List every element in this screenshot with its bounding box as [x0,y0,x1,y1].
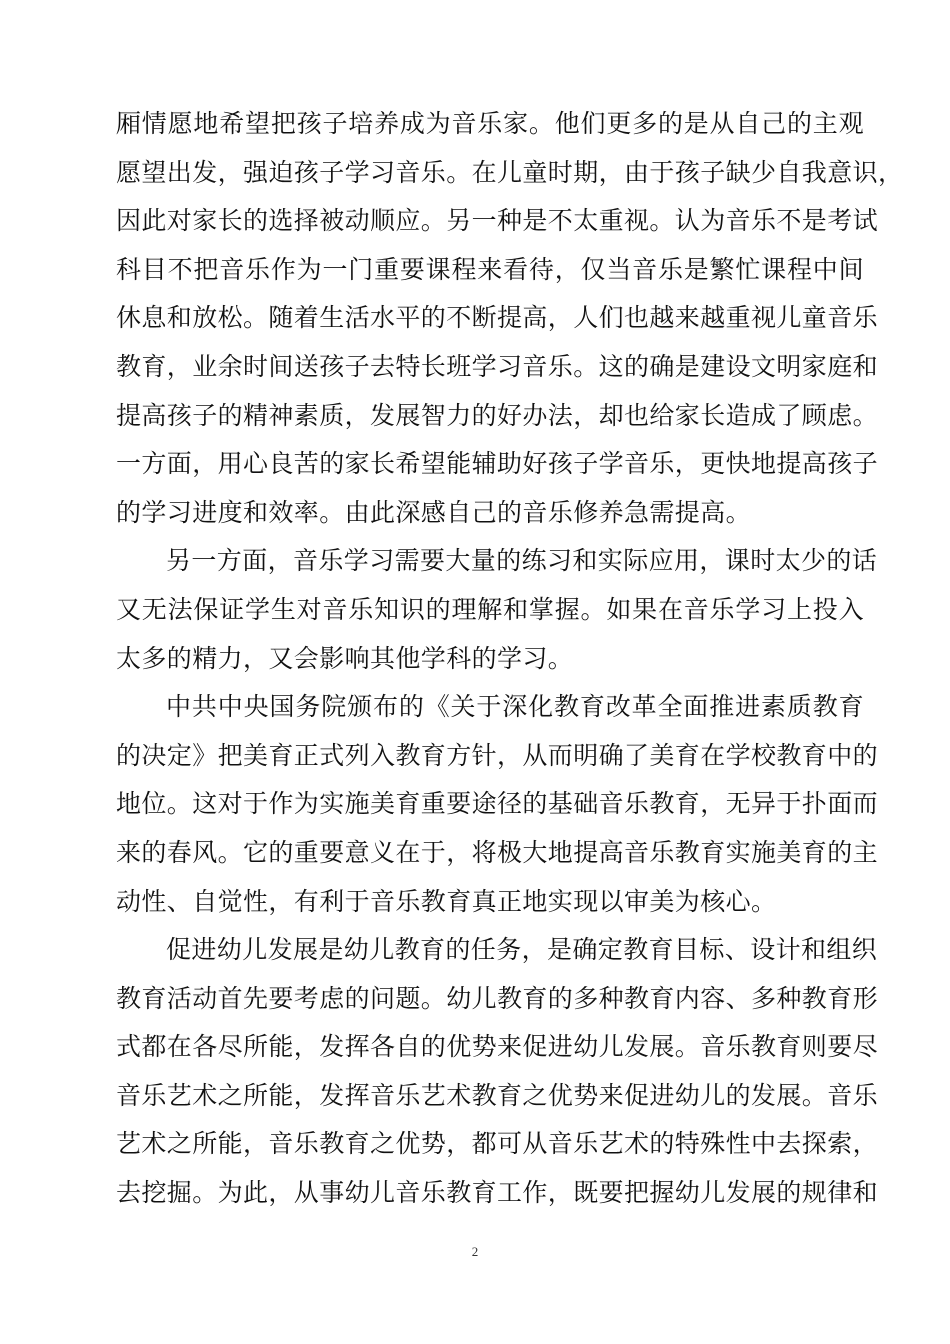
text-line: 中共中央国务院颁布的《关于深化教育改革全面推进素质教育 [166,692,864,722]
text-line: 的决定》把美育正式列入教育方针，从而明确了美育在学校教育中的 [116,740,879,770]
text-line: 教育，业余时间送孩子去特长班学习音乐。这的确是建设文明家庭和 [116,351,879,381]
text-line: 促进幼儿发展是幼儿教育的任务，是确定教育目标、设计和组织 [166,935,878,965]
text-line: 动性、自觉性，有利于音乐教育真正地实现以审美为核心。 [116,886,777,916]
text-line: 来的春风。它的重要意义在于，将极大地提高音乐教育实施美育的主 [116,837,879,867]
paragraph [116,926,879,1218]
paragraph [116,683,879,926]
text-line: 科目不把音乐作为一门重要课程来看待，仅当音乐是繁忙课程中间 [116,254,864,284]
text-line: 太多的精力，又会影响其他学科的学习。 [116,643,574,673]
text-line: 音乐艺术之所能，发挥音乐艺术教育之优势来促进幼儿的发展。音乐 [116,1080,879,1110]
text-line: 去挖掘。为此，从事幼儿音乐教育工作，既要把握幼儿发展的规律和 [116,1178,879,1208]
text-line: 另一方面，音乐学习需要大量的练习和实际应用，课时太少的话 [166,546,878,576]
text-line: 教育活动首先要考虑的问题。幼儿教育的多种教育内容、多种教育形 [116,983,879,1013]
paragraph [116,537,878,683]
text-line: 休息和放松。随着生活水平的不断提高，人们也越来越重视儿童音乐 [116,303,879,333]
text-line: 厢情愿地希望把孩子培养成为音乐家。他们更多的是从自己的主观 [116,109,864,138]
text-line: 提高孩子的精神素质，发展智力的好办法，却也给家长造成了顾虑。 [116,400,879,430]
text-line: 因此对家长的选择被动顺应。另一种是不太重视。认为音乐不是考试 [116,206,879,236]
page-number: 2 [471,1244,479,1259]
text-line: 一方面，用心良苦的家长希望能辅助好孩子学音乐，更快地提高孩子 [116,449,879,479]
paragraph [116,100,904,537]
text-line: 地位。这对于作为实施美育重要途径的基础音乐教育，无异于扑面而 [116,789,879,819]
text-line: 式都在各尽所能，发挥各自的优势来促进幼儿发展。音乐教育则要尽 [116,1032,879,1062]
text-line: 又无法保证学生对音乐知识的理解和掌握。如果在音乐学习上投入 [116,594,864,624]
text-line: 愿望出发，强迫孩子学习音乐。在儿童时期，由于孩子缺少自我意识， [116,157,904,187]
page-body [116,100,904,1218]
text-line: 艺术之所能，音乐教育之优势，都可从音乐艺术的特殊性中去探索， [116,1129,879,1159]
text-line: 的学习进度和效率。由此深感自己的音乐修养急需提高。 [116,497,752,527]
